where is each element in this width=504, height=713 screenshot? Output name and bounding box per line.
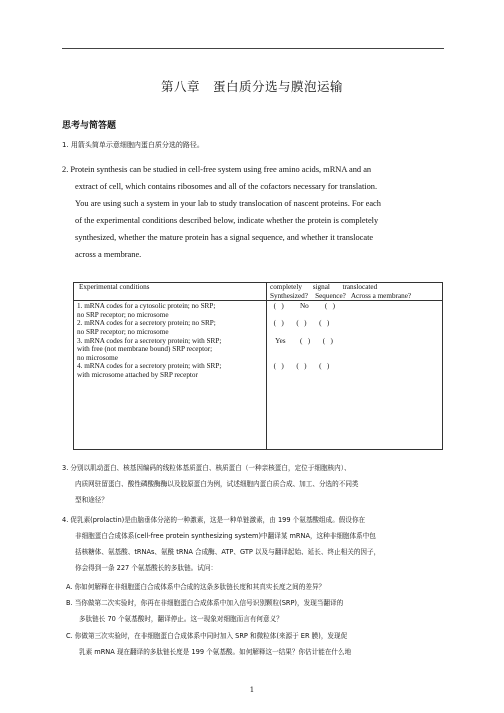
q2-line: of the experimental conditions described below, indicate whether the protein is completely (75, 216, 379, 225)
condition-line: 3. mRNA codes for a secretory protein; with SRP; (77, 336, 222, 345)
q3-line: 3. 分别以肌动蛋白、核基因编码的线粒体基质蛋白、核质蛋白（一种亲核蛋白，定位于细胞核内）、 (62, 464, 351, 472)
answers-cell (267, 301, 443, 450)
header-experimental-conditions: Experimental conditions (74, 283, 267, 301)
row-2-answers: ( ) ( ) ( ) (270, 319, 330, 328)
chapter-title: 第八章 蛋白质分选与膜泡运输 (160, 79, 343, 94)
q2-line: extract of cell, which contains ribosomes and all of the cofactors necessary for translation. (75, 182, 378, 191)
q4-line: 你会得到一条 227 个氨基酸长的多肽链。试问： (75, 564, 218, 572)
header-right-line-1: completely signal translocated (270, 283, 378, 291)
question-3 (62, 460, 359, 508)
table-body-row (74, 301, 443, 450)
page-number: 1 (249, 686, 255, 694)
condition-line: with microsome attached by SRP receptor (77, 370, 198, 379)
header-answer-columns (267, 283, 443, 301)
sub-b-line: 多肽链长 70 个氨基酸时，翻译停止。这一现象对细胞而言有何意义？ (79, 615, 283, 623)
condition-line: 2. mRNA codes for a secretory protein; no SRP; (77, 319, 216, 328)
conditions-table (73, 282, 443, 450)
sub-question-c (66, 628, 351, 660)
q3-line: 内质网驻留蛋白、酸性磷酸酶酶以及胶原蛋白为例，试述细胞内蛋白质合成、加工、分选的不同类 (75, 480, 359, 488)
sub-question-b (66, 595, 343, 627)
condition-line: with free (not membrane bound) SRP receptor; (77, 345, 213, 354)
conditions-cell (74, 301, 267, 450)
q2-line: You are using such a system in your lab to study translocation of nascent proteins. For each (75, 199, 381, 208)
q4-line: 非细胞蛋白合成体系(cell-free protein synthesizing system)中翻译某 mRNA，这种非细胞体系中包 (75, 532, 376, 540)
condition-line: no microsome (77, 353, 118, 362)
q4-line: 4. 促乳素(prolactin)是由脑垂体分泌的一种激素，这是一种单链激素，由 199 个氨基酸组成。假设你在 (62, 516, 366, 524)
q4-line: 括核糖体、氨基酸、tRNAs、氨酰 tRNA 合成酶、ATP、GTP 以及与翻译起始、延长、终止相关的因子， (75, 548, 381, 556)
q3-line: 型和途径？ (75, 496, 108, 504)
condition-line: no SRP receptor; no microsome (77, 310, 169, 319)
section-title: 思考与简答题 (62, 121, 117, 131)
q2-line: across a membrane. (75, 250, 142, 259)
q2-line: synthesized, whether the mature protein has a signal sequence, and whether it translocate (75, 233, 374, 242)
condition-line: no SRP receptor; no microsome (77, 327, 169, 336)
table-header-row (74, 283, 443, 301)
condition-line: 4. mRNA codes for a secretory protein; with SRP; (77, 362, 222, 371)
condition-line: 1. mRNA codes for a cytosolic protein; no SRP; (77, 302, 216, 311)
row-4-answers: ( ) ( ) ( ) (270, 362, 330, 371)
sub-question-a: A. 你如何解释在非细胞蛋白合成体系中合成的这条多肽链长度和其真实长度之间的差异？ (66, 583, 326, 591)
sub-c-line: C. 你做第三次实验时，在非细胞蛋白合成体系中同时加入 SRP 和微粒体(来源于 ER 膜)，发现促 (66, 632, 348, 640)
question-4 (62, 512, 380, 576)
header-rule (62, 48, 444, 49)
question-1: 1. 用箭头简单示意细胞内蛋白质分选的路径。 (62, 141, 204, 149)
header-right-line-2: Synthesized? Sequence? Across a membrane? (270, 291, 412, 300)
sub-b-line: B. 当你做第二次实验时，你再在非细胞蛋白合成体系中加入信号识别颗粒(SRP)，发现当翻译的 (66, 599, 344, 607)
row-3-answers: Yes ( ) ( ) (270, 336, 333, 345)
sub-c-line: 乳素 mRNA 现在翻译的多肽链长度是 199 个氨基酸。如何解释这一结果？你估计能在什么地 (79, 648, 352, 656)
q2-line: 2. Protein synthesis can be studied in cell-free system using free amino acids, mRNA and an (62, 165, 372, 174)
row-1-answers: ( ) No ( ) (270, 302, 336, 311)
question-2 (62, 161, 447, 263)
